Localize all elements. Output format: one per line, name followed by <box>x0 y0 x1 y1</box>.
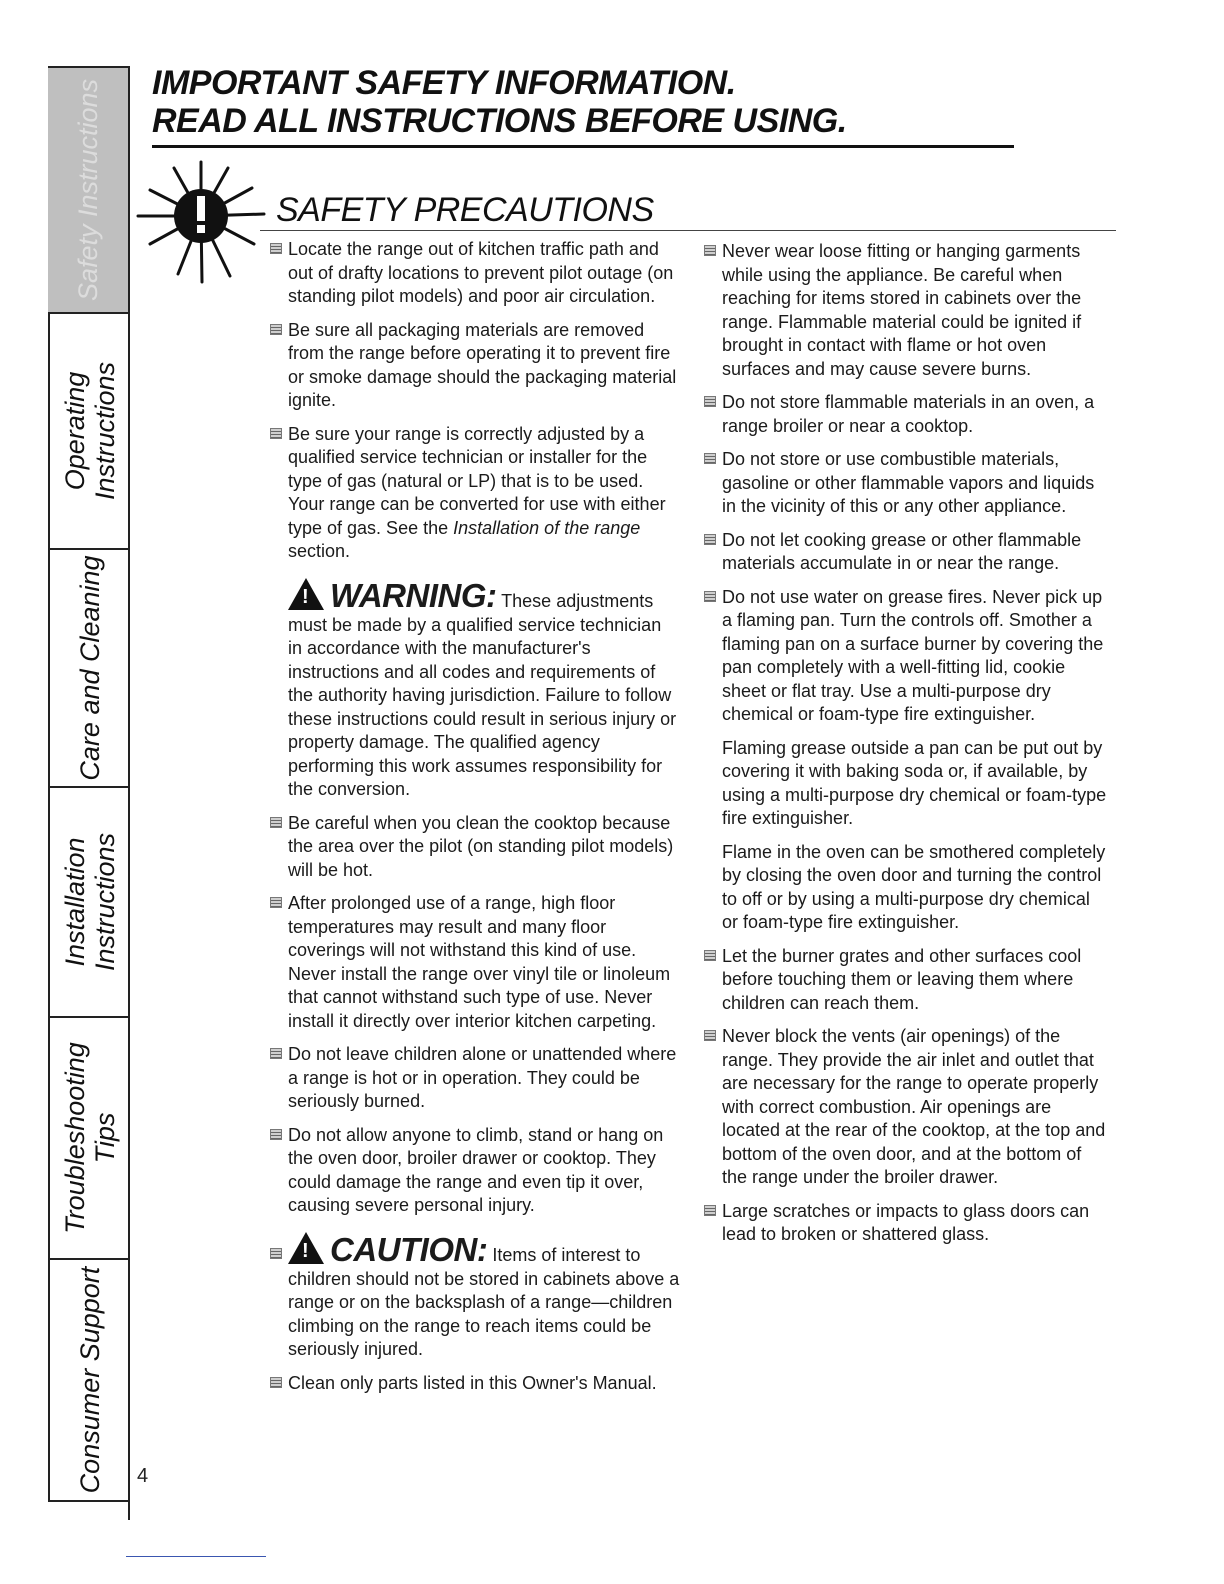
bullet-icon <box>270 243 282 254</box>
list-item <box>702 448 1110 519</box>
list-item <box>702 945 1110 1016</box>
bullet-icon <box>704 950 716 961</box>
bullet-icon <box>270 1377 282 1388</box>
tab-label: Consumer Support <box>75 1266 105 1494</box>
caution-triangle-icon <box>288 1232 324 1264</box>
list-item <box>268 812 680 883</box>
item-text: Do not store flammable materials in an oven, a range broiler or near a cooktop. <box>722 392 1095 436</box>
bottom-rule <box>126 1556 266 1557</box>
tab-operating-instructions[interactable] <box>48 312 128 548</box>
list-item <box>702 529 1110 576</box>
item-text: Locate the range out of kitchen traffic path and out of drafty locations to prevent pilot outage (on standing pilot models) and poor air circulation. <box>288 239 674 306</box>
bullet-icon <box>270 324 282 335</box>
list-item <box>702 240 1110 381</box>
bullet-icon <box>704 1030 716 1041</box>
list-item <box>268 1372 680 1396</box>
list-item <box>268 1043 680 1114</box>
list-item <box>702 1025 1110 1190</box>
bullet-icon <box>270 1048 282 1059</box>
item-text: Clean only parts listed in this Owner's Manual. <box>288 1372 657 1393</box>
item-text: Be sure your range is correctly adjusted by a qualified service technician or installer for the type of gas (natural or LP) that is to be used. Your range can be converted for use with either type of gas. See the <box>288 423 666 538</box>
bullet-icon <box>704 453 716 464</box>
title-line-1: IMPORTANT SAFETY INFORMATION. <box>152 64 736 102</box>
caution-text: Items of interest to children should not be stored in cabinets above a range or on the backsplash of a range—children climbing on the range to reach items could be seriously injured. <box>288 1244 680 1359</box>
section-tabs <box>48 66 130 1520</box>
bullet-icon <box>704 534 716 545</box>
bullet-icon <box>704 1205 716 1216</box>
tab-consumer-support[interactable] <box>48 1258 128 1502</box>
title-line-2: READ ALL INSTRUCTIONS BEFORE USING. <box>152 102 847 140</box>
bullet-icon <box>704 591 716 602</box>
bullet-icon <box>270 897 282 908</box>
paragraph: Flame in the oven can be smothered completely by closing the oven door and turning the control to off or by using a multi-purpose dry chemical or foam-type fire extinguisher. <box>722 841 1106 932</box>
list-item <box>702 1200 1110 1247</box>
tab-label: Installation Instructions <box>60 832 120 972</box>
item-text: After prolonged use of a range, high floor temperatures may result and many floor coverings will not withstand this kind of use. Never install the range over vinyl tile or linoleum that cannot withstand such type of use. Never install it directly over interior kitchen carpeting. <box>288 893 671 1031</box>
bullet-icon <box>270 428 282 439</box>
bullet-icon <box>704 396 716 407</box>
section-divider <box>260 230 1116 231</box>
item-text: section. <box>288 541 351 561</box>
bullet-icon <box>704 245 716 256</box>
item-text: Do not allow anyone to climb, stand or hang on the oven door, broiler drawer or cooktop. They could damage the range and even tip it over, causing severe personal injury. <box>288 1124 664 1215</box>
page-title <box>152 64 1162 140</box>
item-text: Never block the vents (air openings) of the range. They provide the air inlet and outlet that are necessary for the range to operate properly with correct combustion. Air openings are located at the rear of the cooktop, at the top and bottom of the oven door, and at the bottom of the range under the broiler drawer. <box>722 1026 1106 1187</box>
warning-triangle-icon <box>288 578 324 610</box>
title-divider <box>152 145 1014 148</box>
item-text: Be sure all packaging materials are removed from the range before operating it to prevent fire or smoke damage should the packaging material ignite. <box>288 319 677 410</box>
item-text-emphasis: Installation of the range <box>453 517 641 538</box>
bullet-icon <box>270 1129 282 1140</box>
section-heading: SAFETY PRECAUTIONS <box>276 191 654 229</box>
tab-troubleshooting-tips[interactable] <box>48 1016 128 1258</box>
item-text: Do not store or use combustible materials, gasoline or other flammable vapors and liquids in the vicinity of this or any other appliance. <box>722 449 1095 516</box>
item-text: Let the burner grates and other surfaces cool before touching them or leaving them where children can reach them. <box>722 945 1082 1013</box>
caution-title: CAUTION: <box>330 1230 488 1268</box>
warning-text: These adjustments must be made by a qualified service technician in accordance with the manufacturer's instructions and all codes and requirements of the authority having jurisdiction. Failure to follow these instructions could result in serious injury or property damage. The qualified agency performing this work assumes responsibility for the conversion. <box>288 590 677 799</box>
bullet-icon <box>270 817 282 828</box>
tab-label: Operating Instructions <box>60 361 120 501</box>
item-text: Large scratches or impacts to glass doors can lead to broken or shattered glass. <box>722 1200 1090 1244</box>
list-item <box>268 892 680 1033</box>
caution-block <box>268 1232 680 1362</box>
list-item <box>268 238 680 309</box>
item-text: Be careful when you clean the cooktop because the area over the pilot (on standing pilot models) will be hot. <box>288 812 674 880</box>
bullet-icon <box>270 1248 282 1259</box>
item-text: Do not use water on grease fires. Never pick up a flaming pan. Turn the controls off. Smother a flaming pan on a surface burner by covering the pan completely with a well-fitting lid, cookie sheet or flat tray. Use a multi-purpose dry chemical or foam-type fire extinguisher. <box>722 586 1104 724</box>
list-item <box>268 319 680 413</box>
item-text: Do not leave children alone or unattended where a range is hot or in operation. They could be seriously burned. <box>288 1044 677 1111</box>
tab-care-and-cleaning[interactable] <box>48 548 128 786</box>
list-item <box>268 423 680 564</box>
list-item <box>702 586 1110 727</box>
list-item <box>268 1124 680 1218</box>
right-column <box>702 240 1110 1257</box>
list-item <box>702 391 1110 438</box>
exclamation-burst-icon <box>136 158 266 288</box>
tab-safety-instructions[interactable] <box>48 66 128 312</box>
tab-label: Care and Cleaning <box>75 555 105 781</box>
page-number: 4 <box>137 1465 149 1487</box>
warning-title: WARNING: <box>330 576 497 614</box>
left-column <box>268 238 680 1405</box>
warning-block <box>268 578 680 802</box>
paragraph: Flaming grease outside a pan can be put out by covering it with baking soda or, if available, by using a multi-purpose dry chemical or foam-type fire extinguisher. <box>722 737 1107 828</box>
tab-label: Troubleshooting Tips <box>60 1042 120 1234</box>
item-text: Do not let cooking grease or other flammable materials accumulate in or near the range. <box>722 529 1082 573</box>
tab-installation-instructions[interactable] <box>48 786 128 1016</box>
tab-label: Safety Instructions <box>73 78 103 302</box>
item-text: Never wear loose fitting or hanging garments while using the appliance. Be careful when reaching for items stored in cabinets over the range. Flammable material could be ignited if brought in contact with flame or hot oven surfaces and may cause severe burns. <box>722 241 1082 379</box>
